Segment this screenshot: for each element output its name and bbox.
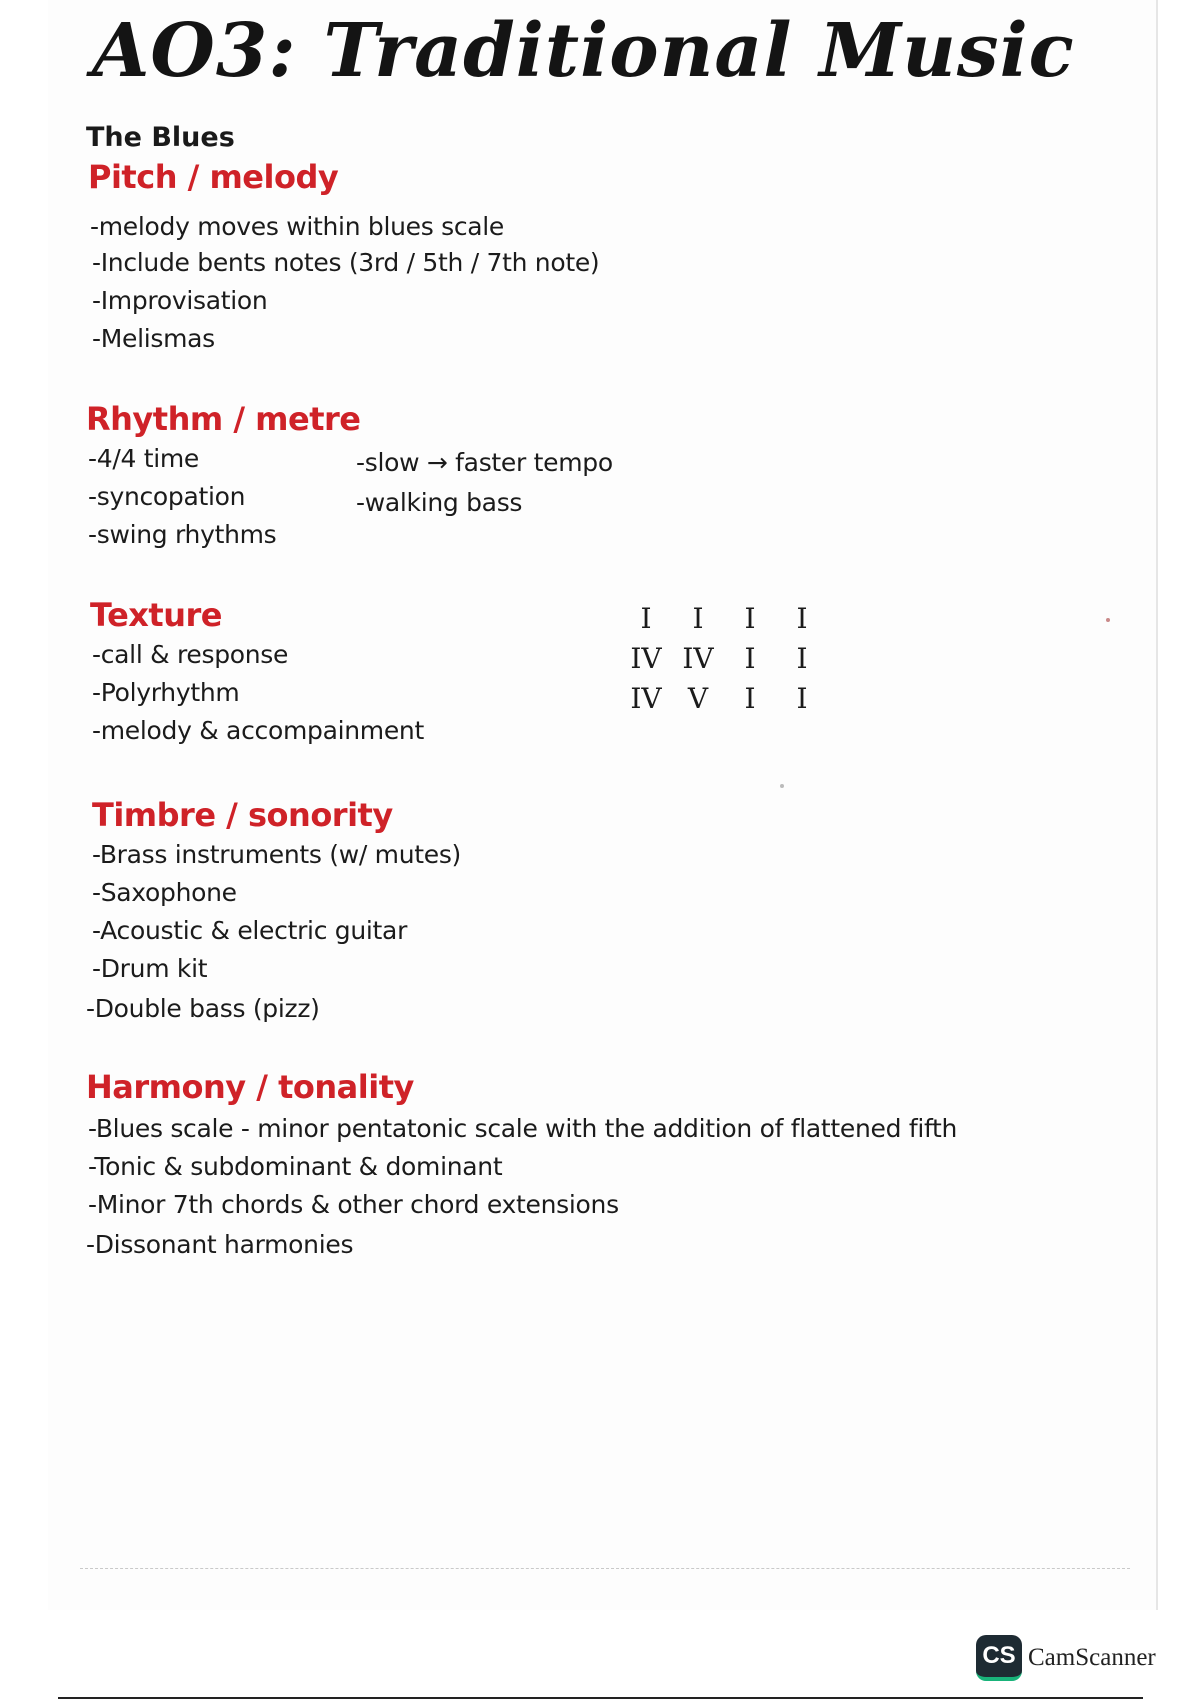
twelve-bar-chord-grid: [620, 602, 828, 714]
chord-cell: I: [796, 642, 808, 675]
chord-cell: I: [744, 682, 756, 715]
timbre-item: -Drum kit: [92, 954, 208, 983]
heading-timbre-sonority: Timbre / sonority: [92, 796, 393, 834]
rhythm-item: -slow → faster tempo: [356, 448, 613, 477]
heading-rhythm-metre: Rhythm / metre: [86, 400, 361, 438]
chord-cell: V: [687, 682, 709, 715]
chord-cell: IV: [630, 682, 662, 715]
ink-dot: [1106, 618, 1110, 622]
rhythm-item: -walking bass: [356, 488, 523, 517]
chord-cell: I: [744, 602, 756, 635]
chord-cell: IV: [630, 642, 662, 675]
page-title: AO3: Traditional Music: [92, 8, 1075, 94]
harmony-item: -Minor 7th chords & other chord extensions: [88, 1190, 619, 1219]
texture-item: -Polyrhythm: [92, 678, 240, 707]
rhythm-item: -4/4 time: [88, 444, 199, 473]
chord-cell: I: [640, 602, 652, 635]
camscanner-watermark: [976, 1635, 1156, 1681]
topic-subtitle: The Blues: [86, 122, 235, 153]
camscanner-logo-icon: CS: [976, 1635, 1022, 1681]
timbre-item: -Double bass (pizz): [86, 994, 320, 1023]
harmony-item: -Blues scale - minor pentatonic scale with the addition of flattened fifth: [88, 1114, 958, 1143]
texture-item: -melody & accompainment: [92, 716, 424, 745]
heading-pitch-melody: Pitch / melody: [88, 158, 339, 196]
scan-edge-line: [58, 1697, 1143, 1699]
chord-cell: I: [796, 602, 808, 635]
rhythm-item: -syncopation: [88, 482, 246, 511]
rhythm-item: -swing rhythms: [88, 520, 277, 549]
texture-item: -call & response: [92, 640, 289, 669]
heading-harmony-tonality: Harmony / tonality: [86, 1068, 414, 1106]
harmony-item: -Tonic & subdominant & dominant: [88, 1152, 503, 1181]
pitch-item: -Melismas: [92, 324, 215, 353]
timbre-item: -Brass instruments (w/ mutes): [92, 840, 461, 869]
chord-cell: I: [796, 682, 808, 715]
timbre-item: -Saxophone: [92, 878, 237, 907]
pitch-item: -Improvisation: [92, 286, 268, 315]
ink-dot: [780, 784, 784, 788]
chord-cell: I: [744, 642, 756, 675]
pitch-item: -Include bents notes (3rd / 5th / 7th note): [92, 248, 600, 277]
chord-cell: IV: [682, 642, 714, 675]
heading-texture: Texture: [90, 596, 222, 634]
chord-cell: I: [692, 602, 704, 635]
camscanner-label: CamScanner: [1028, 1644, 1156, 1671]
pitch-item: -melody moves within blues scale: [90, 212, 505, 241]
page-bottom-rule: [80, 1568, 1130, 1569]
timbre-item: -Acoustic & electric guitar: [92, 916, 408, 945]
harmony-item: -Dissonant harmonies: [86, 1230, 354, 1259]
